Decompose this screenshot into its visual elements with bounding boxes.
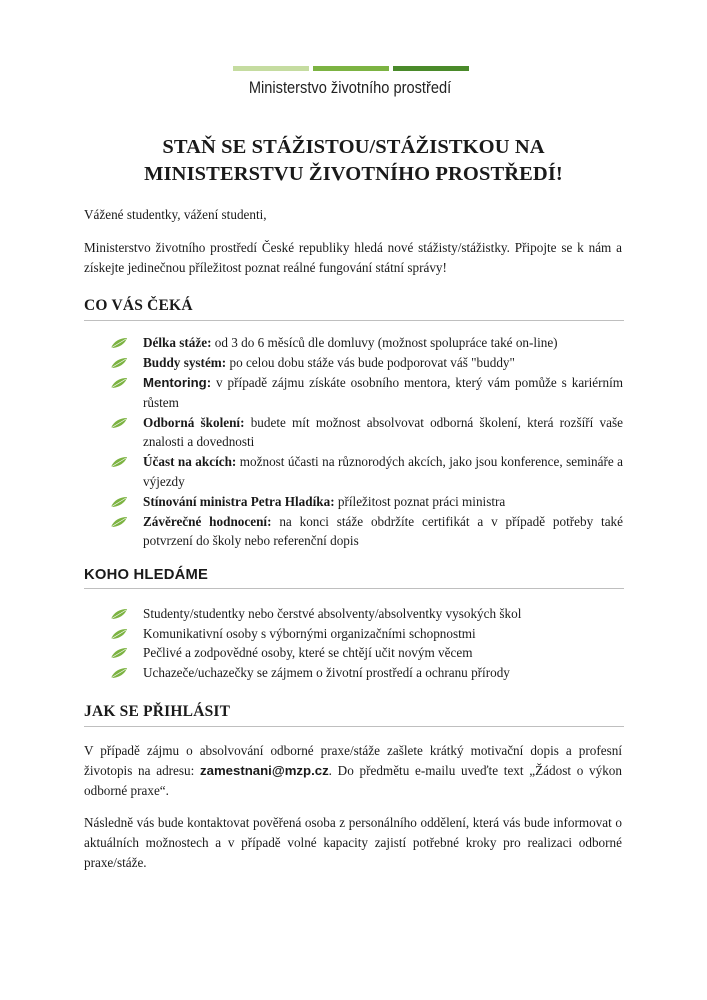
title-line-1: STAŇ SE STÁŽISTOU/STÁŽISTKOU NA	[162, 136, 545, 158]
item-text: od 3 do 6 měsíců dle domluvy (možnost spolupráce také on-line)	[211, 335, 558, 350]
item-label: Délka stáže:	[143, 335, 212, 350]
logo-bar-medium	[313, 66, 389, 71]
seeking-list	[110, 604, 623, 682]
list-item	[110, 492, 623, 512]
list-item	[110, 373, 623, 412]
section-heading-koho-hledame: KOHO HLEDÁME	[84, 567, 624, 589]
leaf-bullet-icon	[110, 606, 128, 618]
item-text: po celou dobu stáže vás bude podporovat váš "buddy"	[226, 355, 515, 370]
list-item	[110, 643, 623, 663]
item-label: Buddy systém:	[143, 355, 227, 370]
item-text: Uchazeče/uchazečky se zájmem o životní prostředí a ochranu přírody	[143, 664, 510, 680]
leaf-bullet-icon	[110, 355, 128, 367]
item-text: v případě zájmu získáte osobního mentora, který vám pomůže s kariérním růstem	[143, 375, 623, 410]
section-heading-co-vas-ceka: CO VÁS ČEKÁ	[84, 297, 624, 321]
leaf-bullet-icon	[110, 665, 128, 677]
logo-text: Ministerstvo životního prostředí	[248, 78, 452, 97]
item-label: Odborná školení:	[143, 414, 245, 430]
logo-bars	[233, 66, 469, 71]
leaf-bullet-icon	[110, 454, 128, 466]
item-label: Mentoring:	[143, 375, 212, 390]
title-line-2: MINISTERSTVU ŽIVOTNÍHO PROSTŘEDÍ!	[144, 163, 563, 185]
list-item	[110, 353, 623, 373]
item-label: Závěrečné hodnocení:	[143, 513, 272, 529]
apply-text: V případě zájmu o absolvování odborné praxe/stáže zašlete krátký motivační dopis a profesní životopis na adresu:	[84, 743, 622, 778]
leaf-bullet-icon	[110, 494, 128, 506]
leaf-bullet-icon	[110, 415, 128, 427]
leaf-bullet-icon	[110, 335, 128, 347]
list-item	[110, 512, 623, 551]
item-text: Komunikativní osoby s výbornými organizačními schopnostmi	[143, 625, 476, 641]
email-link[interactable]: zamestnani@mzp.cz	[200, 763, 329, 778]
item-label: Účast na akcích:	[143, 454, 237, 469]
logo-bar-light	[233, 66, 309, 71]
logo-bar-dark	[393, 66, 469, 71]
item-label: Stínování ministra Petra Hladíka:	[143, 493, 335, 509]
item-text: Pečlivé a zodpovědné osoby, které se chtějí učit novým věcem	[143, 645, 473, 660]
leaf-bullet-icon	[110, 514, 128, 526]
item-text: možnost účasti na různorodých akcích, jako jsou konference, semináře a výjezdy	[143, 454, 623, 489]
intro-paragraph: Ministerstvo životního prostředí České republiky hledá nové stážisty/stážistky. Připojte se k nám a získejte jedinečnou příležitost poznat reálné fungování státní správy!	[84, 240, 622, 275]
list-item	[110, 604, 623, 624]
list-item	[110, 624, 623, 644]
list-item	[110, 452, 623, 491]
item-text: Studenty/studentky nebo čerstvé absolventy/absolventky vysokých škol	[143, 606, 522, 621]
followup-paragraph: Následně vás bude kontaktovat pověřená osoba z personálního oddělení, která vás bude informovat o aktuálních možnostech a v případě volné kapacity zajistí potřebné kroky pro realizaci odborné praxe/stáže.	[84, 815, 622, 870]
item-text: budete mít možnost absolvovat odborná školení, která rozšíří vaše znalosti a dovednosti	[143, 414, 623, 449]
greeting: Vážené studentky, vážení studenti,	[84, 207, 267, 222]
list-item	[110, 663, 623, 683]
leaf-bullet-icon	[110, 375, 128, 387]
leaf-bullet-icon	[110, 645, 128, 657]
section-heading-jak-se-prihlasit: JAK SE PŘIHLÁSIT	[84, 703, 624, 727]
apply-text-end: . Do předmětu e-mailu uveďte text „Žádost o výkon odborné praxe“.	[84, 763, 622, 798]
leaf-bullet-icon	[110, 626, 128, 638]
page-title	[60, 134, 647, 188]
list-item	[110, 333, 623, 353]
list-item	[110, 413, 623, 452]
item-text: příležitost poznat práci ministra	[334, 493, 506, 509]
apply-paragraph	[84, 741, 622, 801]
item-text: na konci stáže obdržíte certifikát a v případě potřeby také potvrzení do školy nebo referenční dopis	[143, 513, 624, 548]
offer-list	[110, 333, 623, 551]
